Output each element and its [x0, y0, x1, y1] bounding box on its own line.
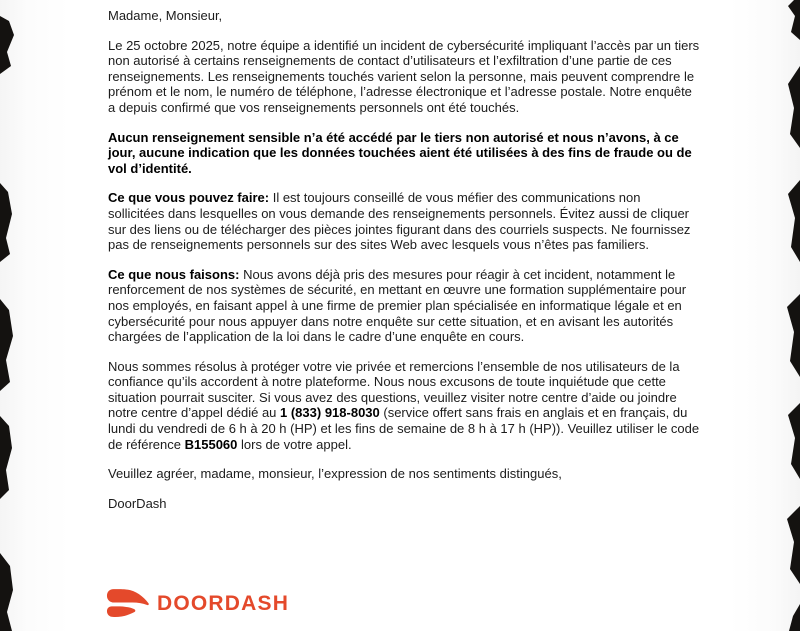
doordash-logo — [106, 588, 289, 619]
incident-paragraph: Le 25 octobre 2025, notre équipe a identifié un incident de cybersécurité impliquant l’accès par un tiers non autorisé à certains renseignements de contact d’utilisateurs et l’exfiltration d’une partie de ces renseignements. Les renseignements touchés varient selon la personne, mais peuvent comprendre le prénom et le nom, le numéro de téléphone, l’adresse électronique et l’adresse postale. Notre enquête a depuis confirmé que vos renseignements personnels ont été touchés. — [108, 37, 700, 115]
doordash-wing-icon — [106, 588, 150, 619]
support-phone-number: 1 (833) 918-8030 — [280, 405, 380, 421]
what-you-can-do-paragraph — [108, 190, 700, 252]
no-sensitive-data-paragraph: Aucun renseignement sensible n’a été accédé par le tiers non autorisé et nous n’avons, à ce jour, aucune indication que les données touchées aient été utilisées à des fins de fraude ou de vol d’identité. — [108, 129, 692, 176]
doordash-wordmark: DOORDASH — [157, 592, 290, 615]
signature: DoorDash — [108, 495, 167, 511]
right-edge-marks — [787, 0, 800, 631]
closing-line: Veuillez agréer, madame, monsieur, l’expression de nos sentiments distingués, — [108, 466, 562, 482]
salutation: Madame, Monsieur, — [108, 8, 223, 23]
support-text-2: (service offert sans frais en anglais et en français, du lundi du vendredi de 6 h à 20 h (HP) et les fins de semaine de 8 h à 17 h (HP)). Veuillez utiliser le code de référence — [108, 405, 700, 452]
letter-body — [108, 8, 700, 525]
what-we-do-paragraph — [108, 267, 700, 345]
left-edge-marks — [0, 16, 14, 631]
reference-code: B155060 — [184, 436, 238, 452]
support-paragraph — [108, 359, 700, 453]
support-text-3: lors de votre appel. — [237, 436, 352, 452]
what-you-can-do-text: Il est toujours conseillé de vous méfier des communications non sollicitées dans lesquelles on vous demande des renseignements personnels. Évitez aussi de cliquer sur des liens ou de télécharger des pièces jointes figurant dans des courriels suspects. Ne fournissez pas de renseignements personnels sur des sites Web avec lesquels vous n’êtes pas familiers. — [108, 190, 691, 253]
what-we-do-label: Ce que nous faisons: — [108, 266, 240, 282]
support-text-1: Nous sommes résolus à protéger votre vie privée et remercions l’ensemble de nos utilisateurs de la confiance qu’ils accordent à notre plateforme. Nous nous excusons de toute inquiétude que cette situation pourrait susciter. Si vous avez des questions, veuillez visiter notre centre d’aide ou joindre notre centre d’appel dédié au — [108, 358, 680, 421]
what-we-do-text: Nous avons déjà pris des mesures pour réagir à cet incident, notamment le renforcement de nos systèmes de sécurité, en mettant en œuvre une formation supplémentaire pour nos employés, en faisant appel à une firme de premier plan spécialisée en informatique légale et en cybersécurité pour nous appuyer dans notre enquête sur cette situation, et en avisant les autorités chargées de l’application de la loi dans le cadre d’une enquête en cours. — [108, 266, 687, 345]
what-you-can-do-label: Ce que vous pouvez faire: — [108, 190, 270, 206]
